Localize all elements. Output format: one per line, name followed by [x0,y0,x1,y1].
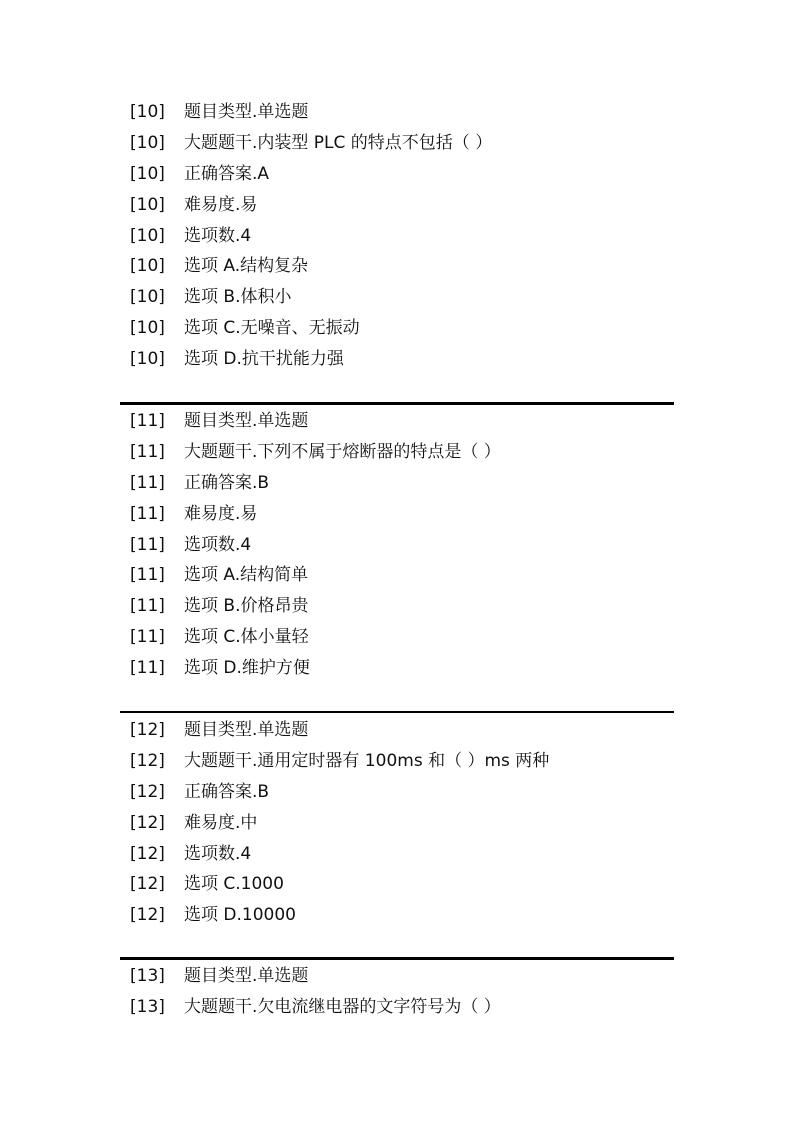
option-count: 选项数.4 [184,534,252,555]
question-number: [10] [130,256,165,277]
section-divider [120,957,674,960]
question-line [120,777,674,808]
question-line [120,406,674,437]
question-line [120,715,674,746]
question-number: [12] [130,750,165,771]
question-number: [13] [130,996,165,1017]
question-number: [11] [130,534,165,555]
option-count: 选项数.4 [184,225,252,246]
question-number: [10] [130,225,165,246]
option-a: 选项 A.结构复杂 [184,256,309,277]
question-stem: 大题题干.下列不属于熔断器的特点是（ ） [184,441,501,462]
option-c: 选项 C.体小量轻 [184,627,309,648]
question-number: [10] [130,287,165,308]
question-number: [10] [130,102,165,122]
question-number: [11] [130,658,165,679]
question-number: [12] [130,874,165,895]
question-line [120,992,674,1023]
option-d: 选项 D.维护方便 [184,658,310,679]
question-line [120,313,674,344]
question-stem: 大题题干.通用定时器有 100ms 和（ ）ms 两种 [184,750,550,771]
question-number: [11] [130,411,165,431]
question-line [120,808,674,839]
question-line [120,499,674,530]
question-line [120,869,674,900]
question-line [120,622,674,653]
question-line [120,560,674,591]
difficulty: 难易度.易 [184,194,258,215]
option-b: 选项 B.价格昂贵 [184,596,309,617]
option-c: 选项 C.无噪音、无振动 [184,318,360,339]
question-number: [12] [130,720,165,740]
question-type: 题目类型.单选题 [184,966,309,986]
question-line [120,251,674,282]
question-number: [11] [130,565,165,586]
option-d: 选项 D.10000 [184,905,296,926]
question-type: 题目类型.单选题 [184,720,309,740]
difficulty: 难易度.中 [184,812,258,833]
question-line [120,530,674,561]
question-block-12 [120,715,674,931]
question-line [120,900,674,931]
question-line [120,282,674,313]
question-number: [10] [130,163,165,184]
question-stem: 大题题干.欠电流继电器的文字符号为（ ） [184,996,501,1017]
question-line [120,97,674,128]
question-number: [13] [130,966,165,986]
section-divider [120,711,674,713]
question-line [120,839,674,870]
question-number: [11] [130,503,165,524]
question-number: [12] [130,781,165,802]
option-d: 选项 D.抗干扰能力强 [184,349,344,370]
question-type: 题目类型.单选题 [184,411,309,431]
question-block-11 [120,406,674,684]
question-line [120,468,674,499]
question-number: [10] [130,318,165,339]
question-line [120,190,674,221]
section-divider [120,402,674,405]
difficulty: 难易度.易 [184,503,258,524]
question-line [120,746,674,777]
option-a: 选项 A.结构简单 [184,565,309,586]
question-number: [10] [130,349,165,370]
question-block-13 [120,961,674,1023]
question-line [120,344,674,375]
question-line [120,159,674,190]
question-type: 题目类型.单选题 [184,102,309,122]
option-count: 选项数.4 [184,843,252,864]
question-number: [12] [130,812,165,833]
question-line [120,961,674,992]
question-number: [11] [130,627,165,648]
correct-answer: 正确答案.B [184,781,270,802]
question-number: [10] [130,132,165,153]
question-number: [12] [130,905,165,926]
option-c: 选项 C.1000 [184,874,284,895]
question-number: [12] [130,843,165,864]
question-line [120,653,674,684]
question-line [120,221,674,252]
option-b: 选项 B.体积小 [184,287,292,308]
question-line [120,128,674,159]
question-line [120,437,674,468]
correct-answer: 正确答案.B [184,472,270,493]
question-number: [10] [130,194,165,215]
question-stem: 大题题干.内装型 PLC 的特点不包括（ ） [184,132,493,153]
question-block-10 [120,97,674,375]
question-number: [11] [130,472,165,493]
correct-answer: 正确答案.A [184,163,270,184]
question-number: [11] [130,441,165,462]
question-line [120,591,674,622]
question-number: [11] [130,596,165,617]
